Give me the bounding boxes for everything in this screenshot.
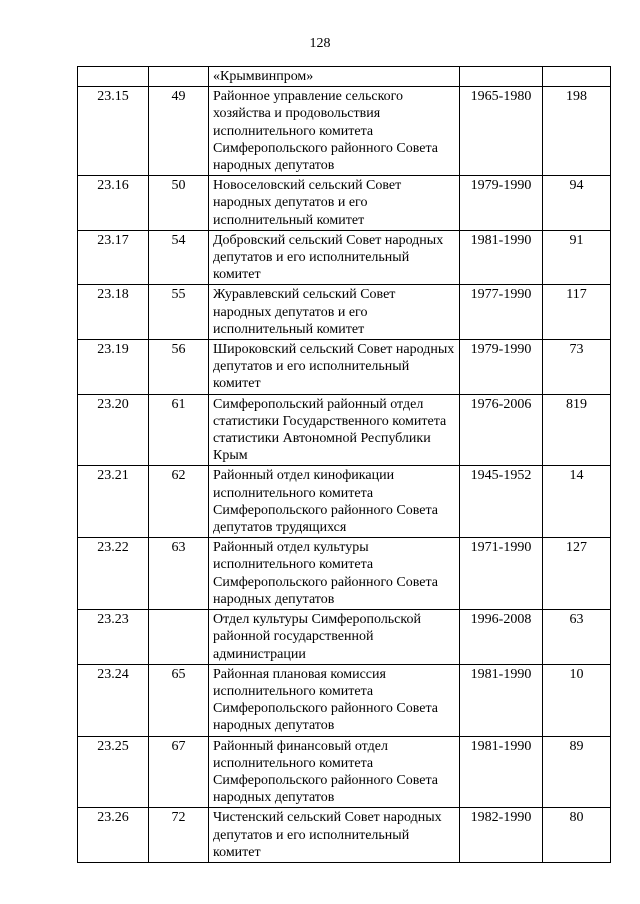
table-row bbox=[78, 340, 611, 395]
fund-number: 62 bbox=[149, 466, 209, 538]
fund-name: Новоселовский сельский Совет народных депутатов и его исполнительный комитет bbox=[209, 176, 460, 231]
table-row bbox=[78, 736, 611, 808]
fund-number: 67 bbox=[149, 736, 209, 808]
page-number: 128 bbox=[309, 36, 331, 51]
fund-name: Районный отдел кинофикации исполнительного комитета Симферопольского районного Совета депутатов трудящихся bbox=[209, 466, 460, 538]
file-count: 63 bbox=[543, 610, 611, 665]
fund-number: 54 bbox=[149, 230, 209, 285]
file-count: 91 bbox=[543, 230, 611, 285]
row-number: 23.25 bbox=[78, 736, 149, 808]
fund-number bbox=[149, 610, 209, 665]
date-range: 1996-2008 bbox=[460, 610, 543, 665]
row-number: 23.15 bbox=[78, 87, 149, 176]
file-count: 127 bbox=[543, 538, 611, 610]
table-row bbox=[78, 176, 611, 231]
table-row bbox=[78, 466, 611, 538]
fund-number: 50 bbox=[149, 176, 209, 231]
date-range bbox=[460, 67, 543, 87]
fund-number: 72 bbox=[149, 808, 209, 863]
fund-name: Широковский сельский Совет народных депутатов и его исполнительный комитет bbox=[209, 340, 460, 395]
table-row bbox=[78, 87, 611, 176]
row-number: 23.19 bbox=[78, 340, 149, 395]
table-row bbox=[78, 67, 611, 87]
row-number: 23.16 bbox=[78, 176, 149, 231]
date-range: 1982-1990 bbox=[460, 808, 543, 863]
date-range: 1965-1980 bbox=[460, 87, 543, 176]
fund-number: 63 bbox=[149, 538, 209, 610]
row-number: 23.26 bbox=[78, 808, 149, 863]
fund-number: 55 bbox=[149, 285, 209, 340]
file-count: 198 bbox=[543, 87, 611, 176]
date-range: 1971-1990 bbox=[460, 538, 543, 610]
row-number: 23.17 bbox=[78, 230, 149, 285]
row-number: 23.24 bbox=[78, 664, 149, 736]
file-count: 14 bbox=[543, 466, 611, 538]
fund-number: 49 bbox=[149, 87, 209, 176]
fund-name: Журавлевский сельский Совет народных депутатов и его исполнительный комитет bbox=[209, 285, 460, 340]
date-range: 1981-1990 bbox=[460, 230, 543, 285]
fund-name: Районная плановая комиссия исполнительного комитета Симферопольского районного Совета народных депутатов bbox=[209, 664, 460, 736]
table-row bbox=[78, 808, 611, 863]
file-count: 10 bbox=[543, 664, 611, 736]
file-count: 94 bbox=[543, 176, 611, 231]
row-number: 23.23 bbox=[78, 610, 149, 665]
date-range: 1979-1990 bbox=[460, 340, 543, 395]
table-row bbox=[78, 230, 611, 285]
file-count: 80 bbox=[543, 808, 611, 863]
row-number: 23.22 bbox=[78, 538, 149, 610]
file-count: 89 bbox=[543, 736, 611, 808]
file-count: 73 bbox=[543, 340, 611, 395]
fund-name: Симферопольский районный отдел статистики Государственного комитета статистики Автономной Республики Крым bbox=[209, 394, 460, 466]
fund-name: Чистенский сельский Совет народных депутатов и его исполнительный комитет bbox=[209, 808, 460, 863]
table-row bbox=[78, 285, 611, 340]
fund-name: Отдел культуры Симферопольской районной государственной администрации bbox=[209, 610, 460, 665]
file-count bbox=[543, 67, 611, 87]
fund-name: Районный отдел культуры исполнительного комитета Симферопольского районного Совета народных депутатов bbox=[209, 538, 460, 610]
fund-name: Добровский сельский Совет народных депутатов и его исполнительный комитет bbox=[209, 230, 460, 285]
date-range: 1976-2006 bbox=[460, 394, 543, 466]
date-range: 1981-1990 bbox=[460, 664, 543, 736]
date-range: 1981-1990 bbox=[460, 736, 543, 808]
table-row bbox=[78, 394, 611, 466]
fund-number: 65 bbox=[149, 664, 209, 736]
table-row bbox=[78, 610, 611, 665]
row-number: 23.18 bbox=[78, 285, 149, 340]
date-range: 1979-1990 bbox=[460, 176, 543, 231]
row-number bbox=[78, 67, 149, 87]
archive-fund-table bbox=[77, 66, 611, 863]
table-row bbox=[78, 664, 611, 736]
file-count: 117 bbox=[543, 285, 611, 340]
table-row bbox=[78, 538, 611, 610]
fund-number: 56 bbox=[149, 340, 209, 395]
row-number: 23.20 bbox=[78, 394, 149, 466]
fund-name: Районное управление сельского хозяйства и продовольствия исполнительного комитета Симферопольского районного Совета народных депутатов bbox=[209, 87, 460, 176]
row-number: 23.21 bbox=[78, 466, 149, 538]
fund-number bbox=[149, 67, 209, 87]
fund-name: «Крымвинпром» bbox=[209, 67, 460, 87]
date-range: 1945-1952 bbox=[460, 466, 543, 538]
fund-number: 61 bbox=[149, 394, 209, 466]
date-range: 1977-1990 bbox=[460, 285, 543, 340]
file-count: 819 bbox=[543, 394, 611, 466]
fund-name: Районный финансовый отдел исполнительного комитета Симферопольского районного Совета народных депутатов bbox=[209, 736, 460, 808]
